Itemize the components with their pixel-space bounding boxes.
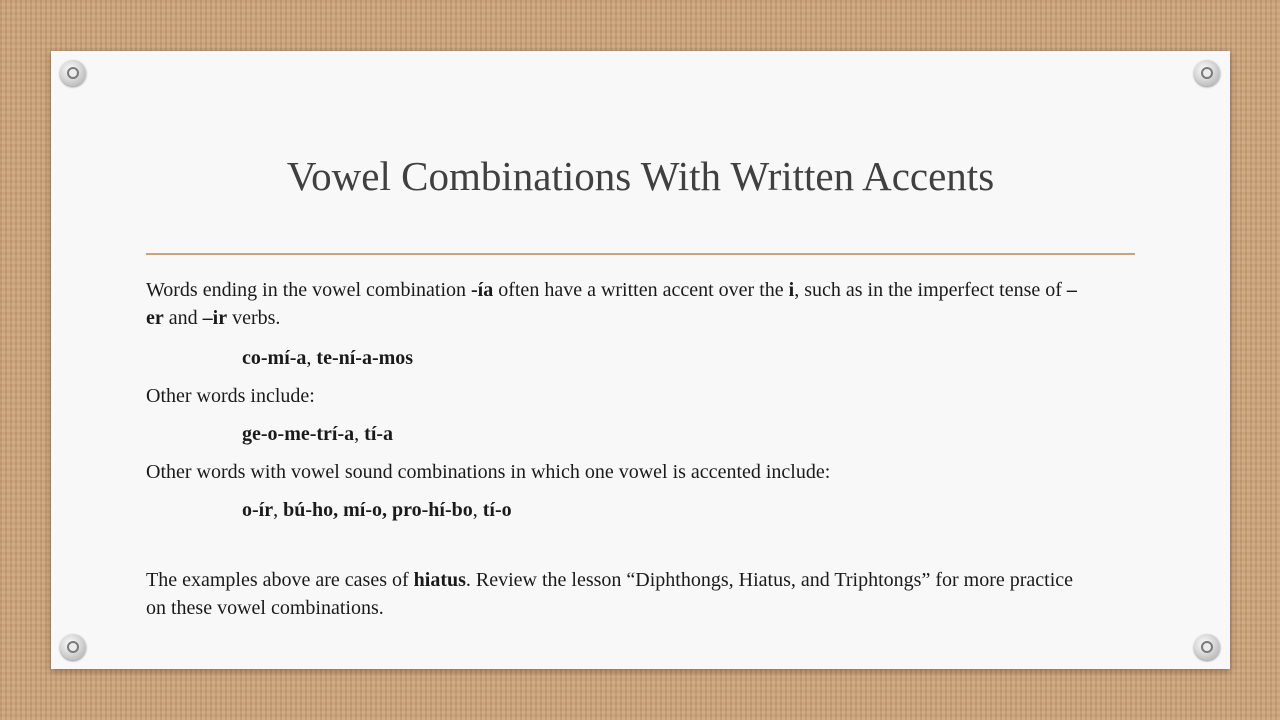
slide-title: Vowel Combinations With Written Accents [286, 153, 995, 199]
paragraph-ia-accent [146, 276, 1086, 332]
example-line-1 [146, 344, 1086, 372]
pin-bottom-right-icon [1194, 634, 1220, 660]
text-segment: often have a written accent over the [493, 279, 789, 301]
example-word: bú-ho, mí-o, pro-hí-bo [283, 499, 473, 521]
text-segment: . Review the lesson “Diphthongs, Hiatus, and Triphtongs” for more practice on these vowel combinations. [146, 569, 1074, 619]
example-word: co-mí-a [242, 347, 307, 369]
text-segment: verbs. [227, 307, 281, 329]
example-line-3 [146, 496, 1086, 524]
separator: , [273, 499, 284, 521]
text-segment: and [163, 307, 203, 329]
pin-top-left-icon [60, 60, 86, 86]
bold-term: –er [146, 279, 1077, 329]
separator: , [306, 347, 317, 369]
paragraph-other-words: Other words include: [146, 385, 315, 407]
text-segment: The examples above are cases of [146, 569, 414, 591]
separator: , [472, 499, 483, 521]
bold-term: i [788, 279, 795, 301]
text-segment: , such as in the imperfect tense of [794, 279, 1067, 301]
example-word: ge-o-me-trí-a [242, 423, 355, 445]
bold-term: hiatus [413, 569, 466, 591]
text-segment: Words ending in the vowel combination [146, 279, 471, 301]
example-word: tí-o [482, 499, 512, 521]
pin-bottom-left-icon [60, 634, 86, 660]
pin-top-right-icon [1194, 60, 1220, 86]
example-word: te-ní-a-mos [316, 347, 414, 369]
example-word: tí-a [364, 423, 394, 445]
bold-term: -ía [471, 279, 494, 301]
example-line-2 [146, 420, 1086, 448]
paragraph-vowel-sounds: Other words with vowel sound combinations in which one vowel is accented include: [146, 461, 831, 483]
example-word: o-ír [242, 499, 274, 521]
paragraph-hiatus [146, 566, 1086, 622]
bold-term: –ir [202, 307, 228, 329]
slide-body [146, 276, 1086, 622]
title-divider [146, 253, 1135, 255]
separator: , [354, 423, 365, 445]
